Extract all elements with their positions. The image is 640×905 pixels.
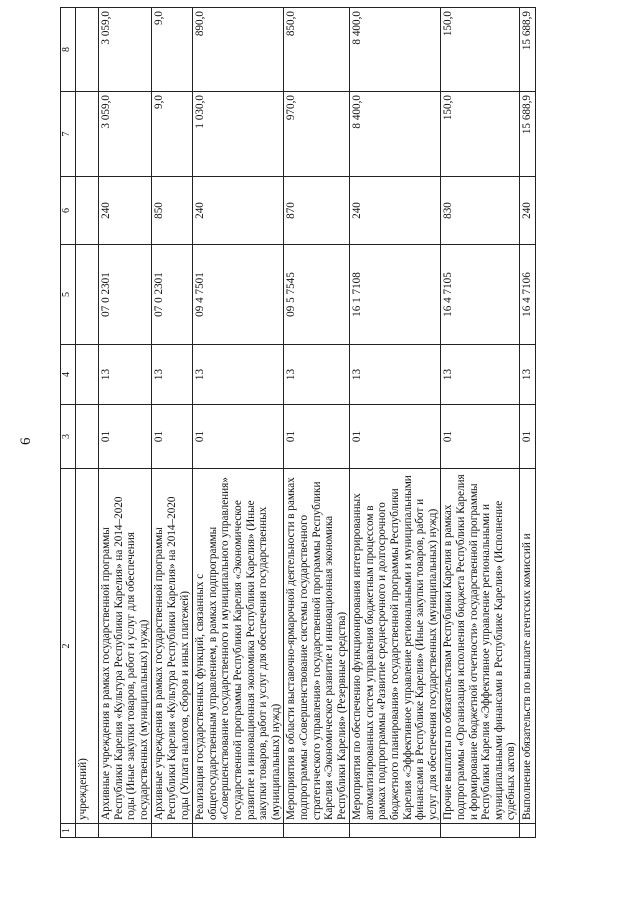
table-row	[99, 8, 152, 838]
subsection-cell: 13	[520, 345, 536, 405]
description-cell: Мероприятия по обеспечению функционирования интегрированных автоматизированных систем управления бюджетным процессом в рамках подпрограммы «Развитие среднесрочного и долгосрочного бюджетного планирования» государственной программы Республики Карелия «Эффективное управление региональными и муниципальными финансами в Республике Карелия» (Иные закупки товаров, работ и услуг для обеспечения государственных (муниципальных) нужд)	[350, 469, 441, 824]
row-marker-cell	[350, 824, 441, 838]
section-cell	[76, 405, 99, 469]
description-cell: Мероприятия в области выставочно-ярмарочной деятельности в рамках подпрограммы «Совершенствование системы государственного стратегического управления» государственной программы Республики Карелия «Экономическое развитие и инновационная экономика Республики Карелия» (Резервные средства)	[284, 469, 350, 824]
description-cell: Архивные учреждения в рамках государственной программы Республики Карелия «Культура Республики Карелия» на 2014–2020 годы (Уплата налогов, сборов и иных платежей)	[152, 469, 193, 824]
subsection-cell: 13	[193, 345, 284, 405]
section-cell: 01	[350, 405, 441, 469]
column-header: 5	[61, 245, 76, 345]
row-marker-cell	[99, 824, 152, 838]
amount-cell: 8 400,0	[350, 92, 441, 177]
table-row	[152, 8, 193, 838]
column-header: 2	[61, 469, 76, 824]
expense-type-cell: 240	[350, 177, 441, 245]
amount-cell: 15 688,9	[520, 8, 536, 92]
target-article-cell: 09 4 7501	[193, 245, 284, 345]
table-row	[193, 8, 284, 838]
table-row	[350, 8, 441, 838]
subsection-cell	[76, 345, 99, 405]
amount-cell: 1 030,0	[193, 92, 284, 177]
target-article-cell: 16 4 7105	[441, 245, 520, 345]
section-cell: 01	[284, 405, 350, 469]
section-cell: 01	[99, 405, 152, 469]
description-cell: Выполнение обязательств по выплате агентских комиссий и	[520, 469, 536, 824]
target-article-cell: 07 0 2301	[99, 245, 152, 345]
rotated-table-area	[60, 8, 620, 838]
table-row	[441, 8, 520, 838]
target-article-cell: 07 0 2301	[152, 245, 193, 345]
description-cell: Реализация государственных функций, связанных с общегосударственным управлением, в рамках подпрограммы «Совершенствование государственного и муниципального управления» государственной программы Республики Карелия «Экономическое развитие и инновационная экономика Республики Карелия» (Иные закупки товаров, работ и услуг для обеспечения государственных (муниципальных) нужд)	[193, 469, 284, 824]
table-row	[520, 8, 536, 838]
expense-type-cell	[76, 177, 99, 245]
column-header: 8	[61, 8, 76, 92]
description-cell: Архивные учреждения в рамках государственной программы Республики Карелия «Культура Республики Карелия» на 2014–2020 годы (Иные закупки товаров, работ и услуг для обеспечения государственных (муниципальных) нужд)	[99, 469, 152, 824]
amount-cell	[76, 92, 99, 177]
row-marker-cell	[193, 824, 284, 838]
header-row	[61, 8, 76, 838]
target-article-cell: 16 4 7106	[520, 245, 536, 345]
column-header: 1	[61, 824, 76, 838]
section-cell: 01	[152, 405, 193, 469]
expense-type-cell: 240	[99, 177, 152, 245]
amount-cell: 890,0	[193, 8, 284, 92]
amount-cell: 150,0	[441, 8, 520, 92]
subsection-cell: 13	[350, 345, 441, 405]
expense-type-cell: 850	[152, 177, 193, 245]
description-cell: Прочие выплаты по обязательствам Республики Карелия в рамках подпрограммы «Организация исполнения бюджета Республики Карелия и формирование бюджетной отчетности» государственной программы Республики Карелия «Эффективное управление региональными и муниципальными финансами в Республике Карелия» (Исполнение судебных актов)	[441, 469, 520, 824]
row-marker-cell	[152, 824, 193, 838]
section-cell: 01	[441, 405, 520, 469]
budget-table	[60, 7, 536, 838]
description-cell: учреждений)	[76, 469, 99, 824]
amount-cell: 15 688,9	[520, 92, 536, 177]
section-cell: 01	[193, 405, 284, 469]
row-marker-cell	[284, 824, 350, 838]
row-marker-cell	[520, 824, 536, 838]
amount-cell: 150,0	[441, 92, 520, 177]
target-article-cell: 16 1 7108	[350, 245, 441, 345]
amount-cell: 8 400,0	[350, 8, 441, 92]
expense-type-cell: 240	[520, 177, 536, 245]
row-marker-cell	[76, 824, 99, 838]
expense-type-cell: 830	[441, 177, 520, 245]
amount-cell: 3 059,0	[99, 8, 152, 92]
target-article-cell	[76, 245, 99, 345]
amount-cell: 3 059,0	[99, 92, 152, 177]
target-article-cell: 09 5 7545	[284, 245, 350, 345]
amount-cell: 9,0	[152, 92, 193, 177]
amount-cell: 970,0	[284, 92, 350, 177]
subsection-cell: 13	[99, 345, 152, 405]
table-row	[284, 8, 350, 838]
page-number: 6	[18, 437, 34, 445]
column-header: 7	[61, 92, 76, 177]
column-header: 6	[61, 177, 76, 245]
expense-type-cell: 240	[193, 177, 284, 245]
expense-type-cell: 870	[284, 177, 350, 245]
amount-cell: 850,0	[284, 8, 350, 92]
subsection-cell: 13	[152, 345, 193, 405]
row-marker-cell	[441, 824, 520, 838]
column-header: 3	[61, 405, 76, 469]
table-row	[76, 8, 99, 838]
subsection-cell: 13	[441, 345, 520, 405]
amount-cell	[76, 8, 99, 92]
subsection-cell: 13	[284, 345, 350, 405]
amount-cell: 9,0	[152, 8, 193, 92]
section-cell: 01	[520, 405, 536, 469]
column-header: 4	[61, 345, 76, 405]
